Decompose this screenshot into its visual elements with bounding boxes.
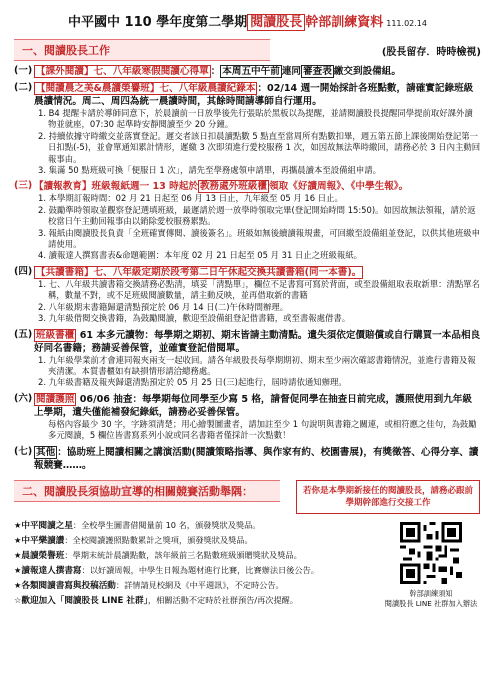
- detail-line: 3. 九年級借閱交換書籍，為鼓勵閱讀，歡迎至設備組登記借書籍，或至書報處借書。: [38, 313, 351, 324]
- detail-line: 3. 報紙由閱讀股長負責「全班確實傳閱、讀後簽名」。班級如無後續讀報規畫，可回繳至設備組並登記，以供其他班級申請使用。: [38, 227, 480, 250]
- item-2-heading-rest: ：02/14 週一開始採計各班點數，請確實記錄班級晨讀情況。周二、周四為統一晨讀時間，其餘時間請導師自行運用。: [34, 83, 474, 107]
- title-date: 111.02.14: [386, 19, 427, 28]
- activity-list: [14, 518, 381, 609]
- item-4: [14, 266, 481, 325]
- activity-desc: ：全校學生圖書借閱量前 10 名，頒發獎狀及獎品。: [72, 519, 261, 530]
- detail-line: 1. 七、八年級共讀書箱交換請務必點清，填妥「清點單」，欄位不足書寫可寫於背面，或至設備組取表取新單：清點單名稱，數量不對，或不足班級閱讀數量，請主動反映，並再借取新的書籍: [38, 278, 480, 301]
- item-6-heading-rest: 06/06 抽查：每學期每位同學至少寫 5 格，請督促同學在抽查日前完成，護照使用到九年級上學期，遺失僅能補發紀錄紙，請務必妥善保管。: [34, 393, 472, 418]
- item-3: [14, 180, 481, 261]
- detail-line: 1. B4 提醒卡請於導師同意下，於晨讀前一日放學後先行張貼於黑板以為提醒，並請閱讀股長提醒同學提前取好課外讀物並就座，07:30 起準時安靜閱讀至少 20 分鐘。: [38, 108, 473, 130]
- item-7: [14, 446, 481, 472]
- activity-name: 各類閱讀書寫與投稿活動: [21, 580, 116, 591]
- item-heading: [34, 82, 481, 108]
- star-icon: ★: [14, 579, 22, 590]
- star-icon: ★: [14, 564, 22, 575]
- activity-item: [14, 533, 381, 548]
- page-title: [14, 14, 481, 33]
- activities-area: [14, 518, 481, 609]
- item-5-details: [34, 355, 481, 389]
- item-heading: [34, 393, 481, 419]
- item-5-tag: 班級書櫃: [36, 329, 75, 341]
- detail-line: 2. 八年級期末書籍歸還清點預定於 06 月 14 日(二)午休時間辦理。: [38, 301, 289, 312]
- item-4-tag: 【共讀書箱】七、八年級定期於段考第二日午休起交換共讀書箱(同一本書)。: [36, 266, 362, 278]
- item-1-form: 審查表: [303, 66, 332, 77]
- activity-item: [14, 578, 381, 593]
- activity-name: 歡迎加入「閱讀股長 LINE 社群」: [21, 595, 148, 606]
- section1-title: 一、閱讀股長工作: [14, 39, 270, 61]
- item-2-details: [34, 108, 481, 176]
- item-1-join: 連同: [281, 66, 302, 77]
- qr-block: [381, 522, 481, 609]
- item-7-heading-rest: ：協助班上閱讀相關之講演活動(閱讀策略指導、與作家有約、校園書展)，有獎徵答、心得分享、讀報競賽……。: [34, 446, 479, 471]
- item-heading: [34, 266, 481, 279]
- activity-desc: ：學期末統計晨讀點數，該年級前三名點數班級頒贈獎狀及獎品。: [64, 549, 302, 560]
- activity-name: 中平樂讀讚: [21, 535, 65, 546]
- qr-caption: 閱讀股長 LINE 社群加入辦法: [384, 598, 478, 608]
- star-icon: ★: [14, 549, 22, 560]
- item-heading: [34, 446, 481, 472]
- activity-item: [14, 548, 381, 563]
- item-6-details: [34, 419, 481, 442]
- item-6-tag: 閱讀護照: [36, 393, 75, 405]
- qr-caption: 幹部訓練須知: [409, 588, 453, 598]
- item-1-tail: 繳交到設備組。: [333, 66, 401, 77]
- item-5: [14, 329, 481, 389]
- item-1-deadline: 本周五中午前: [222, 66, 280, 77]
- item-4-details: [34, 279, 481, 325]
- star-outline-icon: ☆: [14, 594, 22, 605]
- title-prefix: 中平國中 110 學年度第二學期: [68, 15, 248, 30]
- item-3-location: 教務處外班級櫃: [199, 181, 268, 193]
- activity-item: [14, 518, 381, 533]
- section2-title: 二、閱讀股長須協助宣導的相關競賽活動舉隅：: [14, 480, 280, 502]
- activity-item: [14, 563, 381, 578]
- item-3-heading: 【讀報教育】班級報紙週一 13 時起於: [34, 181, 198, 193]
- handover-callout: 若你是本學期新接任的閱讀股長，請務必跟前學期幹部進行交接工作: [296, 480, 480, 514]
- detail-line: 1. 九年級學業前才會連同報夾兩支一起收回。請各年級股長每學期期初、期末至少兩次確認書籍情況，並進行書籍及報夾清潔。本質書櫃如有缺損情形請洽總務處。: [38, 354, 476, 376]
- detail-line: 每格內容最少 30 字，字跡須清楚；用心繪製圖畫者，請加註至少 1 句說明與書籍之關連，或相符應之佳句，為鼓勵多元閱讀，5 欄位皆書寫系列小說或同名書籍者僅採計一次點數！: [48, 418, 477, 441]
- activity-name: 晨讀榮譽班: [21, 550, 65, 561]
- activity-name: 中平閱讀之星: [21, 520, 73, 531]
- item-1-tag: 【課外閱讀】七、八年級寒假閱讀心得單: [36, 66, 209, 77]
- section2-header: [14, 480, 481, 514]
- detail-line: 2. 鼓勵準時領取並觀察登記選填班級，最遲請於週一放學時領取完畢(登記開始時間 15:50)。如因故無法領報，請於返校當日午主動回報事由以銷除愛校服務累點。: [38, 204, 476, 227]
- item-number: (二): [14, 82, 33, 93]
- item-7-tag: 其他: [36, 446, 56, 458]
- activity-desc: ：全校閱讀護照點數累計之獎項，頒發獎狀及獎品。: [64, 534, 253, 545]
- item-number: (一): [14, 65, 33, 76]
- item-2-tag: 【閱讀晨之美&晨讀榮譽班】七、八年級晨讀紀錄本: [36, 83, 256, 94]
- detail-line: 1. 本學期訂報時間：02 月 21 日起至 06 月 13 日止，九年級至 05 月 16 日止。: [38, 193, 343, 204]
- detail-line: 3. 集滿 50 點班級可換「便服日 1 次」，請先至學務處領申請單，再攜晨讀本至設備組申請。: [38, 165, 381, 176]
- item-3-heading-rest: 領取《好讀周報》、《中學生報》。: [269, 181, 409, 193]
- activity-desc: ，相關活動不定時於社群預告/再次提醒。: [147, 594, 299, 605]
- item-heading: 【課外閱讀】七、八年級寒假閱讀心得單 ： 本周五中午前 連同 審查表 繳交到設備組。: [36, 66, 401, 77]
- item-number: (四): [14, 265, 33, 277]
- item-heading: [34, 180, 481, 193]
- activity-desc: ：詳情請見校網及《中平週訊》，不定時公告。: [115, 579, 284, 590]
- star-icon: ★: [14, 534, 22, 545]
- detail-line: 2. 九年級書籍及報夾歸還清點預定於 05 月 25 日(三)起進行，屆時請依通知辦理。: [38, 377, 347, 388]
- qr-code-icon[interactable]: [400, 522, 462, 584]
- title-suffix: 幹部訓練資料: [305, 15, 384, 30]
- item-1: [14, 65, 481, 78]
- activity-item: [14, 593, 381, 608]
- item-5-heading-rest: 61 本多元讀物：每學期之期初、期末皆請主動清點。遺失須依定價賠償或自行購買一本品相良好同名書籍；務請妥善保管，並確實登記借閱單。: [34, 329, 481, 354]
- detail-line: 2. 持續依據守時繳交並落實登記。遲交者該日扣晨讀點數 5 點直至當周所有點數扣畢，週五第五節上課後開始登記第一日扣點(-5)，並會單通知累計情形，遲繳 3 次即須進行愛校服務 1 次，如因故無法準時繳回，請務必於 3 日內主動回報事由。: [38, 130, 481, 164]
- item-6: [14, 393, 481, 442]
- section1-header: [14, 39, 481, 61]
- star-icon: ★: [14, 519, 22, 530]
- item-number: (六): [14, 392, 33, 404]
- item-number: (五): [14, 328, 33, 340]
- item-number: (三): [14, 180, 33, 192]
- detail-line: 4. 讀報達人撰寫書表&命題範圍：本年度 02 月 21 日起至 05 月 31 日止之班級報紙。: [38, 250, 362, 261]
- item-3-details: [34, 193, 481, 261]
- title-highlight: 閱讀股長: [247, 14, 305, 31]
- item-number: (七): [14, 445, 33, 457]
- item-heading: [34, 329, 481, 355]
- item-2: [14, 82, 481, 176]
- activity-name: 讀報達人撰書寫: [21, 565, 82, 576]
- section1-note: (股長留存．時時檢視): [381, 46, 481, 58]
- activity-desc: ：以好讀周報，中學生日報為題材進行比賽，比賽辦法日後公告。: [81, 564, 319, 575]
